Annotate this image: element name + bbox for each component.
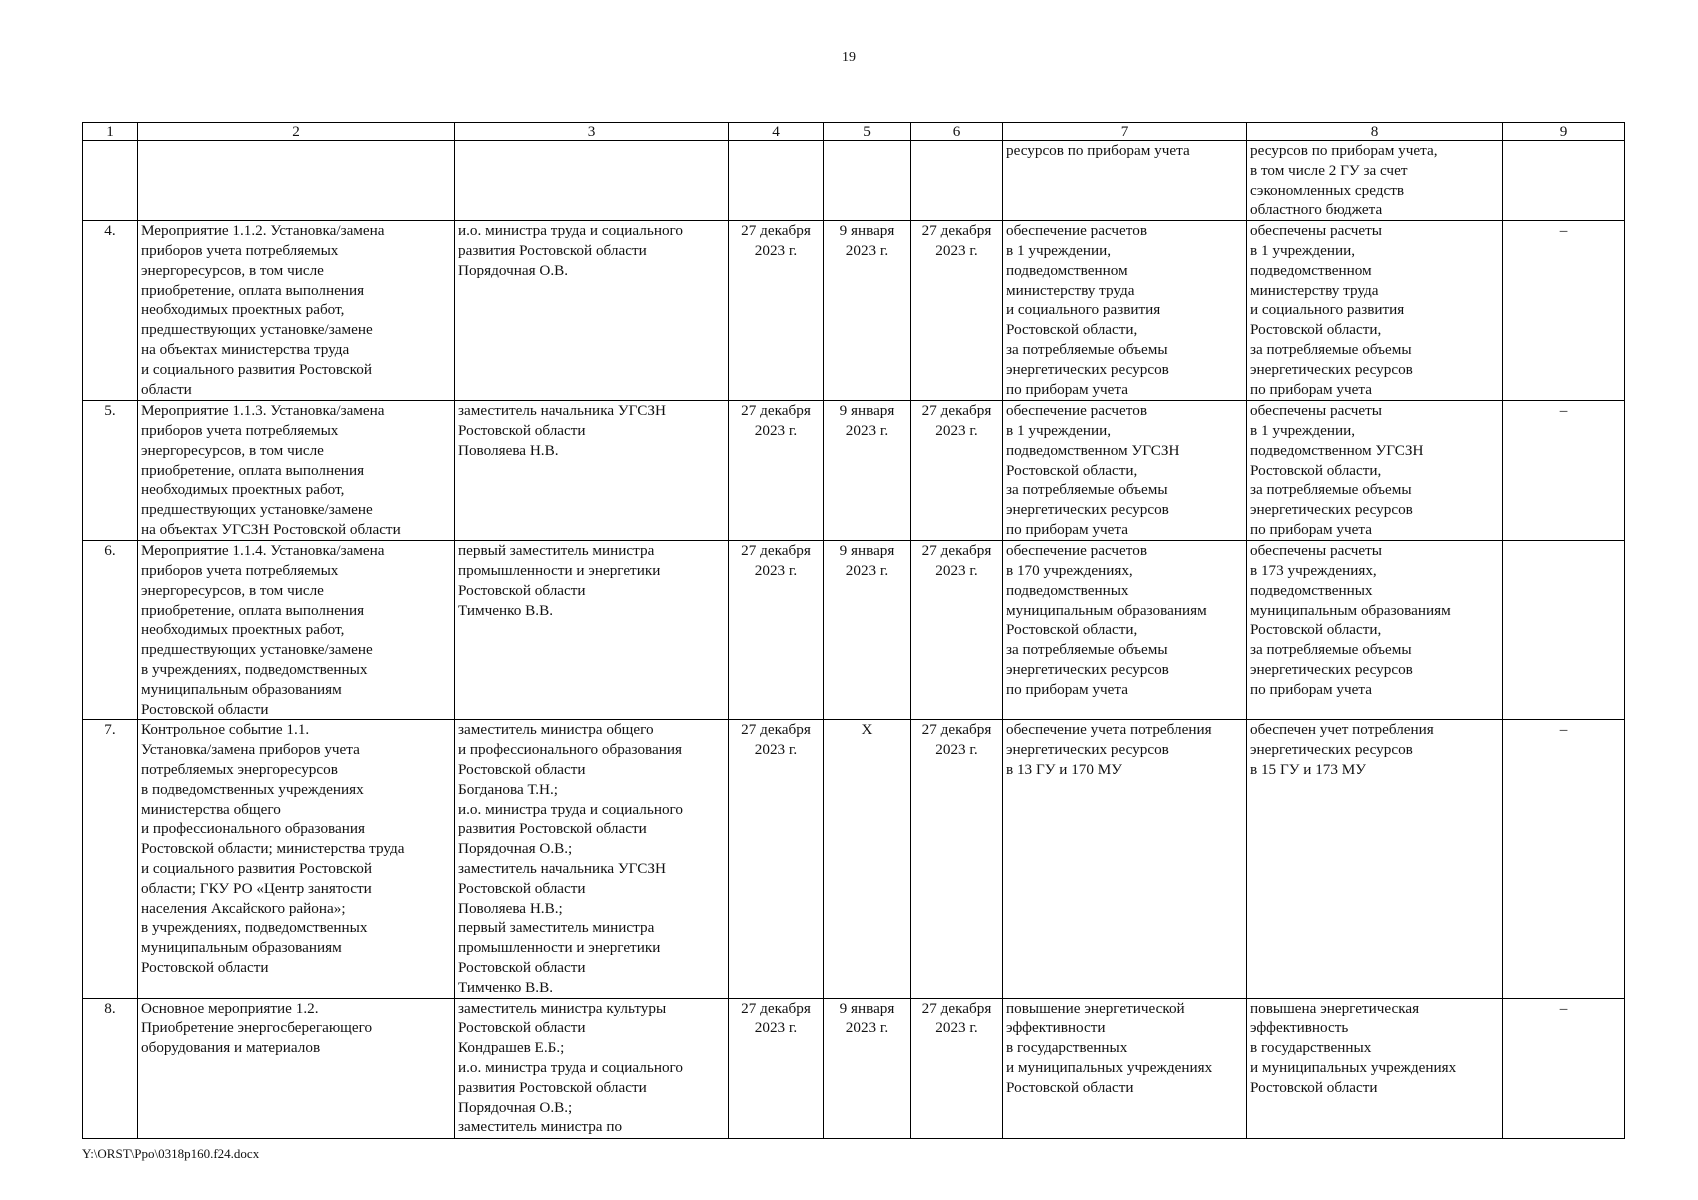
date-cell: 27 декабря 2023 г. — [911, 401, 1003, 541]
page-number: 19 — [842, 50, 856, 65]
planned-result-cell: обеспечение расчетов в 1 учреждении, подведомственном министерству труда и социального развития Ростовской области, за потребляемые объемы энергетических ресурсов по приборам учета — [1003, 221, 1247, 401]
actual-result-cell: обеспечены расчеты в 1 учреждении, подведомственном УГСЗН Ростовской области, за потребляемые объемы энергетических ресурсов по приборам учета — [1247, 401, 1503, 541]
note-cell — [1503, 541, 1625, 720]
row-number-cell: 8. — [83, 998, 138, 1138]
planned-result-cell: повышение энергетической эффективности в государственных и муниципальных учреждениях Ростовской области — [1003, 998, 1247, 1138]
responsible-cell: заместитель начальника УГСЗН Ростовской области Поволяева Н.В. — [455, 401, 729, 541]
date-cell: 9 января 2023 г. — [824, 998, 911, 1138]
column-header: 7 — [1003, 123, 1247, 141]
date-cell: 27 декабря 2023 г. — [911, 998, 1003, 1138]
note-cell: – — [1503, 401, 1625, 541]
table-row — [83, 998, 1625, 1138]
responsible-cell: первый заместитель министра промышленности и энергетики Ростовской области Тимченко В.В. — [455, 541, 729, 720]
responsible-cell — [455, 141, 729, 221]
date-cell — [729, 141, 824, 221]
date-cell: Х — [824, 720, 911, 998]
table-row — [83, 401, 1625, 541]
event-cell — [138, 141, 455, 221]
table-row — [83, 221, 1625, 401]
date-cell: 27 декабря 2023 г. — [729, 541, 824, 720]
actual-result-cell: обеспечены расчеты в 1 учреждении, подведомственном министерству труда и социального развития Ростовской области, за потребляемые объемы энергетических ресурсов по приборам учета — [1247, 221, 1503, 401]
date-cell: 27 декабря 2023 г. — [729, 221, 824, 401]
planned-result-cell: обеспечение расчетов в 170 учреждениях, подведомственных муниципальным образованиям Ростовской области, за потребляемые объемы энергетических ресурсов по приборам учета — [1003, 541, 1247, 720]
date-cell: 9 января 2023 г. — [824, 541, 911, 720]
actual-result-cell: обеспечены расчеты в 173 учреждениях, подведомственных муниципальным образованиям Ростовской области, за потребляемые объемы энергетических ресурсов по приборам учета — [1247, 541, 1503, 720]
table-row — [83, 141, 1625, 221]
row-number-cell: 4. — [83, 221, 138, 401]
column-header: 5 — [824, 123, 911, 141]
actual-result-cell: ресурсов по приборам учета, в том числе 2 ГУ за счет сэкономленных средств областного бюджета — [1247, 141, 1503, 221]
planned-result-cell: обеспечение учета потребления энергетических ресурсов в 13 ГУ и 170 МУ — [1003, 720, 1247, 998]
row-number-cell: 6. — [83, 541, 138, 720]
row-number-cell: 7. — [83, 720, 138, 998]
note-cell — [1503, 141, 1625, 221]
actual-result-cell: обеспечен учет потребления энергетических ресурсов в 15 ГУ и 173 МУ — [1247, 720, 1503, 998]
date-cell — [824, 141, 911, 221]
report-table — [82, 122, 1625, 1139]
event-cell: Основное мероприятие 1.2. Приобретение энергосберегающего оборудования и материалов — [138, 998, 455, 1138]
date-cell: 9 января 2023 г. — [824, 221, 911, 401]
note-cell: – — [1503, 998, 1625, 1138]
date-cell — [911, 141, 1003, 221]
responsible-cell: заместитель министра общего и профессионального образования Ростовской области Богданова Т.Н.; и.о. министра труда и социального развития Ростовской области Порядочная О.В.; заместитель начальника УГСЗН Ростовской области Поволяева Н.В.; первый заместитель министра промышленности и энергетики Ростовской области Тимченко В.В. — [455, 720, 729, 998]
event-cell: Мероприятие 1.1.4. Установка/замена приборов учета потребляемых энергоресурсов, в том числе приобретение, оплата выполнения необходимых проектных работ, предшествующих установке/замене в учреждениях, подведомственных муниципальным образованиям Ростовской области — [138, 541, 455, 720]
column-header: 8 — [1247, 123, 1503, 141]
date-cell: 27 декабря 2023 г. — [911, 720, 1003, 998]
date-cell: 27 декабря 2023 г. — [729, 401, 824, 541]
row-number-cell: 5. — [83, 401, 138, 541]
note-cell: – — [1503, 720, 1625, 998]
note-cell: – — [1503, 221, 1625, 401]
table-row — [83, 541, 1625, 720]
date-cell: 27 декабря 2023 г. — [729, 720, 824, 998]
column-header: 3 — [455, 123, 729, 141]
column-header: 2 — [138, 123, 455, 141]
date-cell: 27 декабря 2023 г. — [911, 221, 1003, 401]
planned-result-cell: ресурсов по приборам учета — [1003, 141, 1247, 221]
planned-result-cell: обеспечение расчетов в 1 учреждении, подведомственном УГСЗН Ростовской области, за потребляемые объемы энергетических ресурсов по приборам учета — [1003, 401, 1247, 541]
event-cell: Мероприятие 1.1.2. Установка/замена приборов учета потребляемых энергоресурсов, в том числе приобретение, оплата выполнения необходимых проектных работ, предшествующих установке/замене на объектах министерства труда и социального развития Ростовской области — [138, 221, 455, 401]
responsible-cell: заместитель министра культуры Ростовской области Кондрашев Е.Б.; и.о. министра труда и социального развития Ростовской области Порядочная О.В.; заместитель министра по — [455, 998, 729, 1138]
event-cell: Контрольное событие 1.1. Установка/замена приборов учета потребляемых энергоресурсов в подведомственных учреждениях министерства общего и профессионального образования Ростовской области; министерства труда и социального развития Ростовской области; ГКУ РО «Центр занятости населения Аксайского района»; в учреждениях, подведомственных муниципальным образованиям Ростовской области — [138, 720, 455, 998]
column-header: 1 — [83, 123, 138, 141]
column-header: 6 — [911, 123, 1003, 141]
responsible-cell: и.о. министра труда и социального развития Ростовской области Порядочная О.В. — [455, 221, 729, 401]
row-number-cell — [83, 141, 138, 221]
date-cell: 9 января 2023 г. — [824, 401, 911, 541]
column-header: 4 — [729, 123, 824, 141]
table-row — [83, 720, 1625, 998]
date-cell: 27 декабря 2023 г. — [911, 541, 1003, 720]
event-cell: Мероприятие 1.1.3. Установка/замена приборов учета потребляемых энергоресурсов, в том числе приобретение, оплата выполнения необходимых проектных работ, предшествующих установке/замене на объектах УГСЗН Ростовской области — [138, 401, 455, 541]
column-number-row — [83, 123, 1625, 141]
date-cell: 27 декабря 2023 г. — [729, 998, 824, 1138]
file-path: Y:\ORST\Ppo\0318p160.f24.docx — [82, 1146, 260, 1161]
column-header: 9 — [1503, 123, 1625, 141]
actual-result-cell: повышена энергетическая эффективность в государственных и муниципальных учреждениях Ростовской области — [1247, 998, 1503, 1138]
